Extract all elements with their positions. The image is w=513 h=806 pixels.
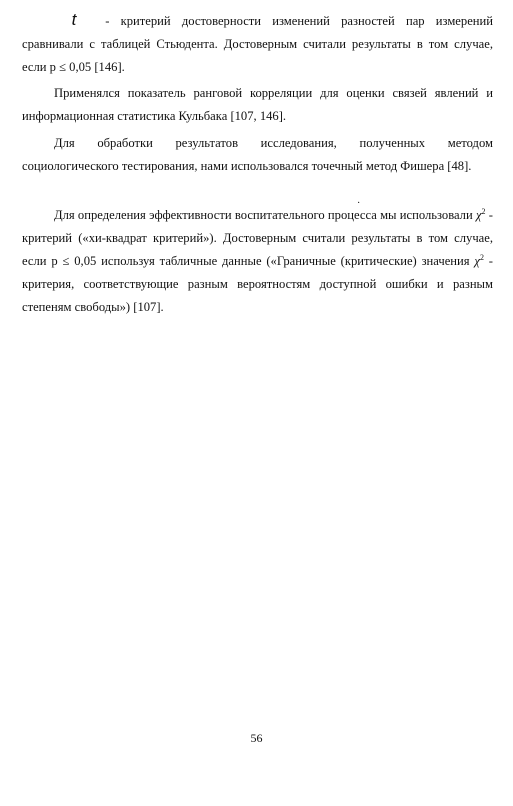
paragraph-text-part2: - критерий («хи-квадрат критерий»). Достоверным считали результаты в том случае, если p ≤ 0,05 используя табличные данные («Граничные (критические) значения	[22, 208, 493, 268]
chi-symbol: χ	[475, 208, 482, 222]
t-symbol: t	[71, 10, 77, 29]
paragraph-chi-square	[22, 204, 493, 319]
superscript: 2	[479, 252, 484, 262]
paragraph-text-part1: Для определения эффективности воспитательного процесса мы использовали	[54, 208, 476, 222]
stray-dot: ·	[357, 198, 361, 209]
paragraph-text: Для обработки результатов исследования, полученных методом социологического тестирования, нами использовался точечный метод Фишера [48].	[22, 136, 493, 173]
paragraph-text-part3: - критерия, соответствующие разным вероятностям доступной ошибки и разным степеням свободы») [107].	[22, 254, 494, 314]
paragraph-fisher-method	[22, 132, 493, 178]
superscript: 2	[481, 206, 486, 216]
paragraph-rank-correlation	[22, 82, 493, 128]
page-number: 56	[250, 731, 263, 745]
chi-symbol: χ	[474, 254, 480, 268]
paragraph-student-test	[22, 8, 493, 79]
paragraph-text: Применялся показатель ранговой корреляции для оценки связей явлений и информационная статистика Кульбака [107, 146].	[22, 86, 493, 123]
paragraph-text: - критерий достоверности изменений разностей пар измерений сравнивали с таблицей Стьюдента. Достоверным считали результаты в том случае, если p ≤ 0,05 [146].	[22, 14, 493, 74]
